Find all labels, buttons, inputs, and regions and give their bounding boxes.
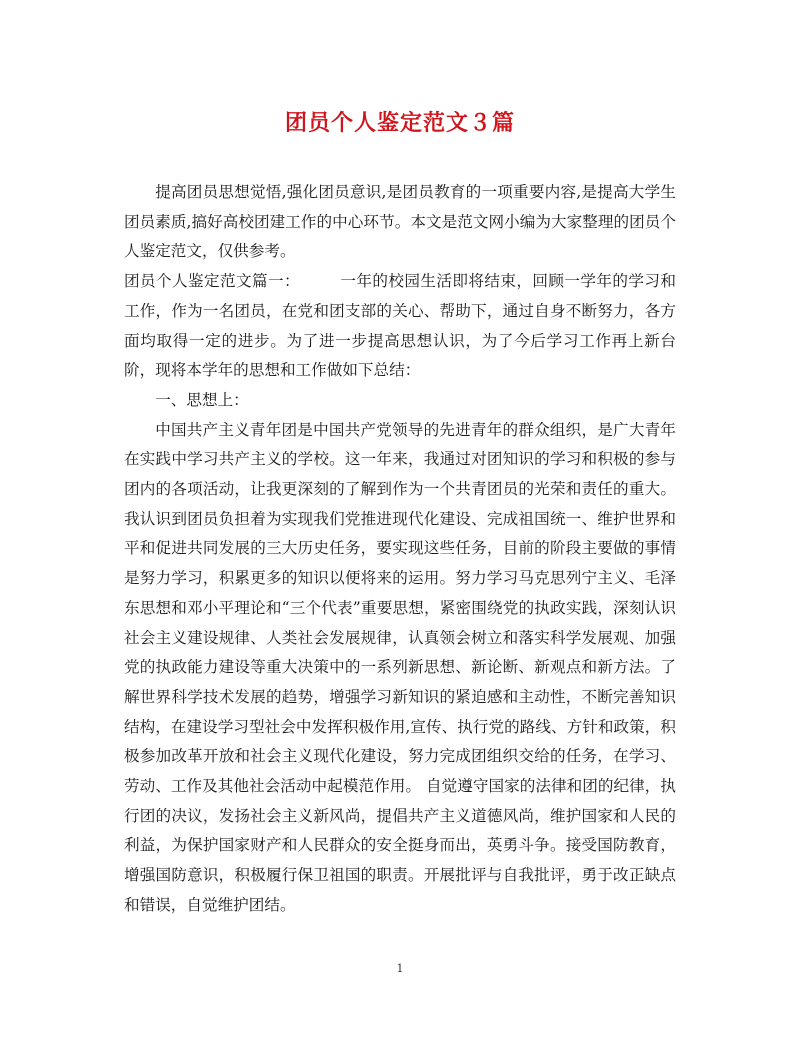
document-body bbox=[124, 178, 676, 921]
intro-paragraph: 提高团员思想觉悟,强化团员意识,是团员教育的一项重要内容,是提高大学生团员素质,搞好高校团建工作的中心环节。本文是范文网小编为大家整理的团员个人鉴定范文，仅供参考。 bbox=[124, 183, 676, 261]
section-text: 一年的校园生活即将结束，回顾一学年的学习和工作，作为一名团员，在党和团支部的关心、帮助下，通过自身不断努力，各方面均取得一定的进步。为了进一步提高思想认识，为了今后学习工作再上新台阶，现将本学年的思想和工作做如下总结： bbox=[124, 272, 676, 380]
heading-thought: 一、思想上： bbox=[155, 390, 249, 409]
page-number: 1 bbox=[396, 962, 404, 975]
page-title: 团员个人鉴定范文３篇 bbox=[284, 110, 515, 136]
section-paragraph bbox=[124, 267, 676, 386]
thought-paragraph: 中国共产主义青年团是中国共产党领导的先进青年的群众组织，是广大青年在实践中学习共产主义的学校。这一年来，我通过对团知识的学习和积极的参与团内的各项活动，让我更深刻的了解到作为一个共青团员的光荣和责任的重大。我认识到团员负担着为实现我们党推进现代化建设、完成祖国统一、维护世界和平和促进共同发展的三大历史任务，要实现这些任务，目前的阶段主要做的事情是努力学习，积累更多的知识以便将来的运用。努力学习马克思列宁主义、毛泽东思想和邓小平理论和“三个代表”重要思想，紧密围绕党的执政实践，深刻认识社会主义建设规律、人类社会发展规律，认真领会树立和落实科学发展观、加强党的执政能力建设等重大决策中的一系列新思想、新论断、新观点和新方法。了解世界科学技术发展的趋势，增强学习新知识的紧迫感和主动性，不断完善知识结构，在建设学习型社会中发挥积极作用,宣传、执行党的路线、方针和政策，积极参加改革开放和社会主义现代化建设，努力完成团组织交给的任务，在学习、劳动、工作及其他社会活动中起模范作用。 自觉遵守国家的法律和团的纪律，执行团的决议，发扬社会主义新风尚，提倡共产主义道德风尚，维护国家和人民的利益，为保护国家财产和人民群众的安全挺身而出，英勇斗争。接受国防教育，增强国防意识，积极履行保卫祖国的职责。开展批评与自我批评，勇于改正缺点和错误，自觉维护团结。 bbox=[124, 420, 676, 914]
section-label: 团员个人鉴定范文篇一： bbox=[124, 272, 300, 291]
